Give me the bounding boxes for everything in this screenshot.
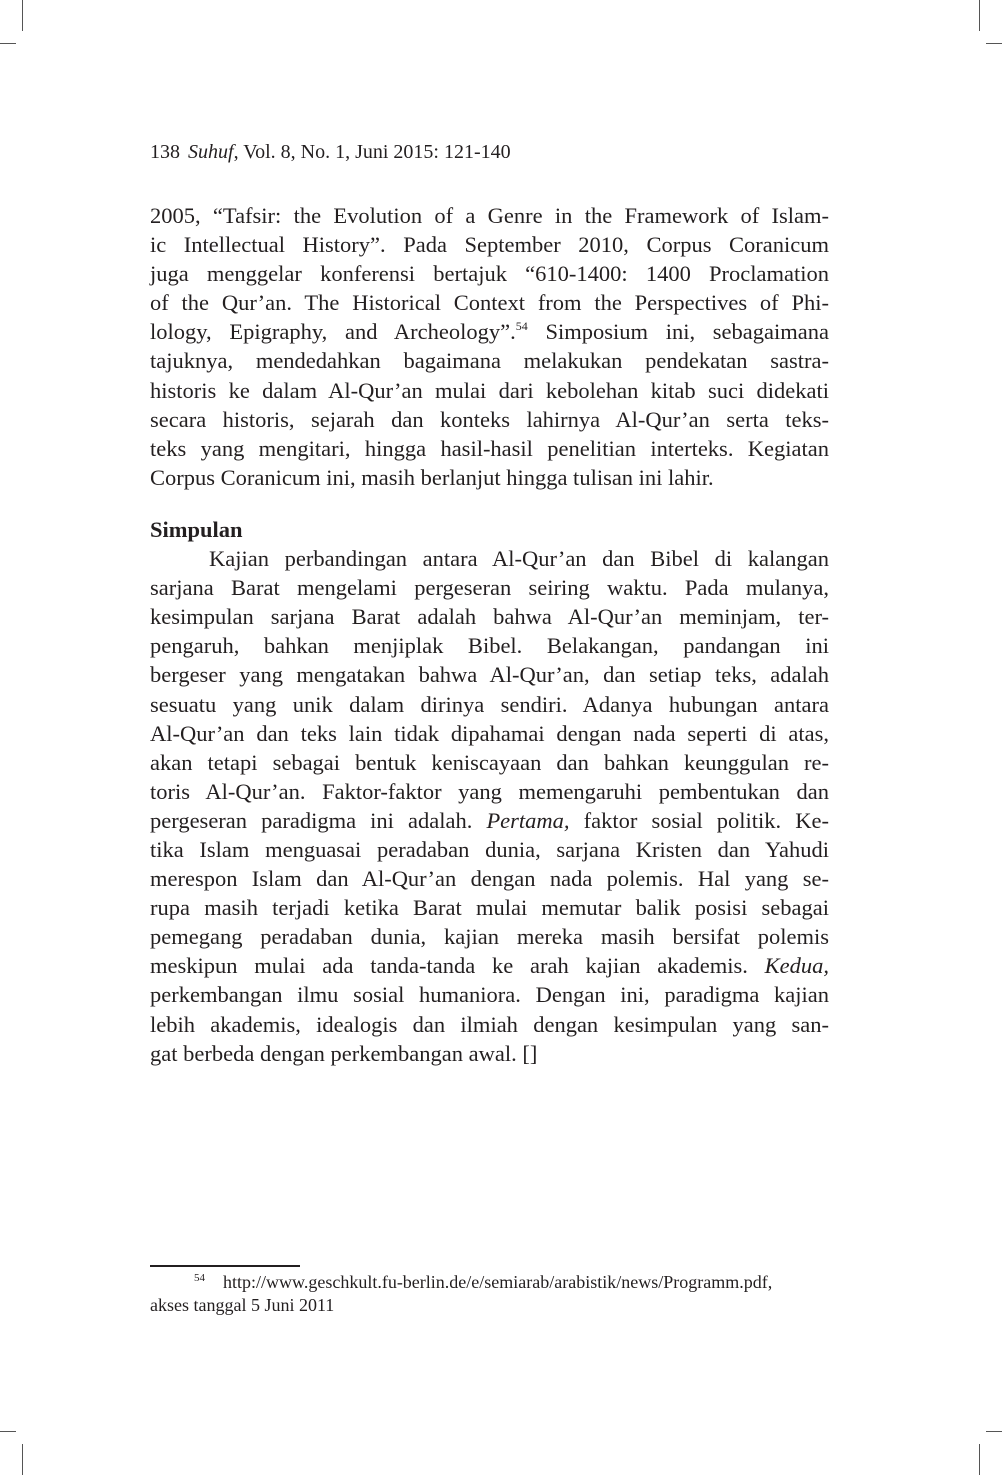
text-line (150, 719, 829, 748)
text-line (150, 317, 829, 346)
text-segment: bergeser yang mengatakan bahwa Al-Qur’an, dan setiap teks, adalah (150, 662, 829, 688)
text-line (150, 573, 829, 602)
paragraph-1 (150, 201, 829, 492)
text-line (150, 544, 829, 573)
text-line (150, 346, 829, 375)
text-line (150, 259, 829, 288)
text-segment: pengaruh, bahkan menjiplak Bibel. Belakangan, pandangan ini (150, 633, 829, 659)
footnote-number: 54 (194, 1272, 205, 1284)
section-heading: Simpulan (150, 516, 243, 542)
text-segment: toris Al-Qur’an. Faktor-faktor yang memengaruhi pembentukan dan (150, 778, 829, 804)
text-line (150, 376, 829, 405)
footnote-access-date: akses tanggal 5 Juni 2011 (150, 1295, 335, 1315)
text-line (150, 835, 829, 864)
text-segment: ic Intellectual History”. Pada September 2010, Corpus Coranicum (150, 232, 829, 258)
text-line (150, 922, 829, 951)
text-segment: perkembangan ilmu sosial humaniora. Dengan ini, paradigma kajian (150, 982, 829, 1008)
journal-citation: , Vol. 8, No. 1, Juni 2015: 121-140 (233, 141, 511, 163)
text-segment: pemegang peradaban dunia, kajian mereka masih bersifat polemis (150, 924, 829, 950)
text-segment: tajuknya, mendedahkan bagaimana melakukan pendekatan sastra- (150, 348, 829, 374)
body-text (150, 201, 829, 1068)
text-segment: teks yang mengitari, hingga hasil-hasil penelitian interteks. Kegiatan (150, 435, 829, 461)
text-segment: Kajian perbandingan antara Al-Qur’an dan Bibel di kalangan (209, 546, 829, 572)
text-line (150, 288, 829, 317)
text-line (150, 864, 829, 893)
footnote-rule (150, 1265, 300, 1267)
text-line (150, 1010, 829, 1039)
footnote-url: http://www.geschkult.fu-berlin.de/e/semiarab/arabistik/news/Programm.pdf, (223, 1272, 773, 1292)
crop-mark (986, 43, 1002, 44)
text-segment: rupa masih terjadi ketika Barat mulai memutar balik posisi sebagai (150, 895, 829, 921)
text-segment: sarjana Barat mengelami pergeseran seiring waktu. Pada mulanya, (150, 575, 829, 601)
text-segment: 2005, “Tafsir: the Evolution of a Genre in the Framework of Islam- (150, 203, 829, 228)
text-line (150, 690, 829, 719)
text-segment: lebih akademis, idealogis dan ilmiah dengan kesimpulan yang san- (150, 1011, 829, 1037)
footnote-ref: 54 (515, 319, 528, 334)
crop-mark (979, 1444, 980, 1475)
text-segment: kesimpulan sarjana Barat adalah bahwa Al-Qur’an meminjam, ter- (150, 604, 829, 630)
text-segment: Pertama, (486, 807, 570, 833)
text-line (150, 951, 829, 980)
text-line (150, 893, 829, 922)
text-line (150, 434, 829, 463)
text-segment: secara historis, sejarah dan konteks lahirnya Al-Qur’an serta teks- (150, 406, 829, 432)
text-segment: tika Islam menguasai peradaban dunia, sarjana Kristen dan Yahudi (150, 836, 829, 862)
text-line (150, 748, 829, 777)
text-segment: historis ke dalam Al-Qur’an mulai dari kebolehan kitab suci didekati (150, 377, 829, 403)
text-line (150, 463, 829, 492)
text-segment: Corpus Coranicum ini, masih berlanjut hingga tulisan ini lahir. (150, 464, 714, 490)
text-line (150, 405, 829, 434)
journal-title: Suhuf (188, 141, 234, 163)
text-segment: sesuatu yang unik dalam dirinya sendiri. Adanya hubungan antara (150, 691, 829, 717)
text-line (150, 201, 829, 230)
running-header (150, 141, 511, 164)
text-line (150, 1039, 829, 1068)
text-line (150, 631, 829, 660)
crop-mark (0, 43, 16, 44)
paragraph-2 (150, 544, 829, 1068)
page-number: 138 (150, 141, 180, 163)
text-segment: merespon Islam dan Al-Qur’an dengan nada polemis. Hal yang se- (150, 866, 829, 892)
text-segment: Al-Qur’an dan teks lain tidak dipahamai dengan nada seperti di atas, (150, 720, 829, 746)
text-segment: Simposium ini, sebagaimana (527, 319, 829, 345)
text-line (150, 602, 829, 631)
text-segment: of the Qur’an. The Historical Context from the Perspectives of Phi- (150, 290, 829, 316)
text-line (150, 230, 829, 259)
text-segment: akan tetapi sebagai bentuk keniscayaan dan bahkan keunggulan re- (150, 749, 829, 775)
text-segment: faktor sosial politik. Ke- (569, 807, 829, 833)
text-line (150, 806, 829, 835)
crop-mark (979, 0, 980, 31)
text-line (150, 660, 829, 689)
text-line (150, 777, 829, 806)
crop-mark (22, 1444, 23, 1475)
crop-mark (986, 1431, 1002, 1432)
text-line (150, 980, 829, 1009)
text-segment: Kedua, (764, 953, 829, 979)
crop-mark (22, 0, 23, 31)
text-segment: gat berbeda dengan perkembangan awal. [] (150, 1040, 538, 1066)
text-segment: juga menggelar konferensi bertajuk “610-1400: 1400 Proclamation (150, 261, 829, 287)
text-segment: pergeseran paradigma ini adalah. (150, 807, 487, 833)
footnote (150, 1271, 829, 1317)
crop-mark (0, 1431, 16, 1432)
text-segment: meskipun mulai ada tanda-tanda ke arah kajian akademis. (150, 953, 765, 979)
text-segment: lology, Epigraphy, and Archeology”. (150, 319, 516, 345)
